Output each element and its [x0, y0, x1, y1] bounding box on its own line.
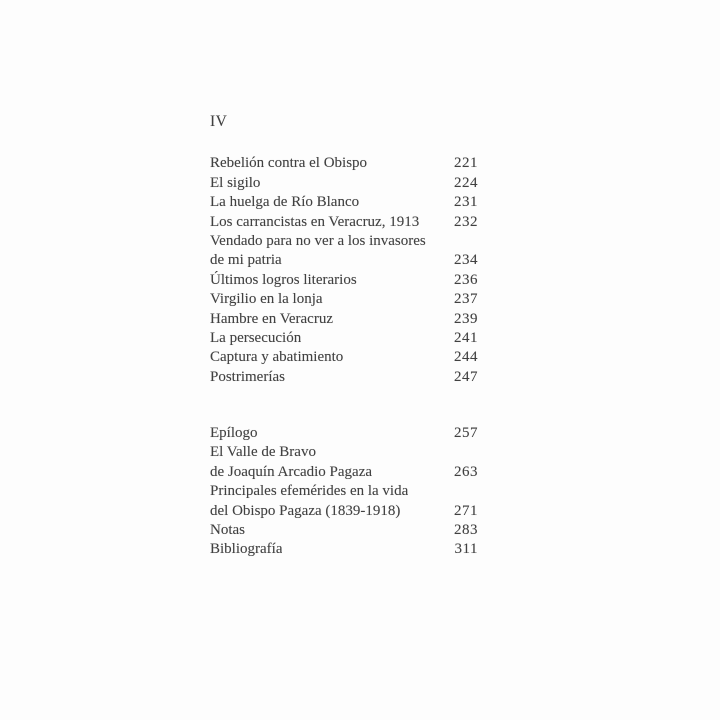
toc-entry-page: 244 — [454, 349, 478, 366]
toc-row — [210, 290, 478, 309]
toc-row — [210, 271, 478, 290]
toc-entry-title: Principales efemérides en la vida — [210, 483, 409, 500]
toc-row — [210, 540, 478, 559]
toc-entry-title: de mi patria — [210, 252, 282, 269]
toc-entry-page: 224 — [454, 174, 478, 191]
toc-entry-title: El Valle de Bravo — [210, 444, 316, 461]
toc-row — [210, 310, 478, 329]
toc-group-back-matter — [210, 424, 478, 560]
toc-entry-page: 241 — [454, 329, 478, 346]
toc-entry-page: 239 — [454, 310, 478, 327]
toc-entry-title: Captura y abatimiento — [210, 349, 344, 366]
toc-row — [210, 443, 478, 462]
toc-entry-title: de Joaquín Arcadio Pagaza — [210, 463, 373, 480]
toc-entry-page: 232 — [454, 213, 478, 230]
toc-entry-page: 263 — [454, 463, 478, 480]
toc-entry-title: La persecución — [210, 329, 302, 346]
table-of-contents — [210, 112, 478, 560]
toc-row — [210, 521, 478, 540]
toc-entry-title: Los carrancistas en Veracruz, 1913 — [210, 213, 420, 230]
section-heading: IV — [210, 113, 228, 130]
toc-row — [210, 502, 478, 521]
toc-entry-title: Últimos logros literarios — [210, 271, 357, 288]
toc-entry-title: Rebelión contra el Obispo — [210, 155, 368, 172]
toc-entry-title: Bibliografía — [210, 541, 283, 558]
toc-entry-title: La huelga de Río Blanco — [210, 194, 360, 211]
toc-row — [210, 482, 478, 501]
toc-entry-title: Virgilio en la lonja — [210, 291, 323, 308]
toc-entry-page: 271 — [454, 502, 478, 519]
toc-entry-page: 231 — [454, 194, 478, 211]
toc-group-chapter-iv — [210, 154, 478, 387]
toc-row — [210, 463, 478, 482]
toc-entry-page: 234 — [454, 252, 478, 269]
toc-row — [210, 329, 478, 348]
toc-entry-page: 283 — [454, 522, 478, 539]
toc-row — [210, 174, 478, 193]
toc-row — [210, 154, 478, 173]
toc-row — [210, 232, 478, 251]
toc-entry-page: 311 — [454, 541, 478, 558]
toc-row — [210, 424, 478, 443]
toc-entry-title: Vendado para no ver a los invasores — [210, 232, 426, 249]
toc-entry-page: 236 — [454, 271, 478, 288]
toc-entry-title: Epílogo — [210, 425, 258, 442]
toc-entry-title: El sigilo — [210, 174, 261, 191]
toc-row — [210, 213, 478, 232]
toc-row — [210, 251, 478, 270]
toc-entry-page: 247 — [454, 368, 478, 385]
toc-entry-page: 221 — [454, 155, 478, 172]
toc-entry-title: Hambre en Veracruz — [210, 310, 333, 327]
toc-entry-title: Notas — [210, 522, 245, 539]
toc-entry-page: 237 — [454, 291, 478, 308]
toc-row — [210, 368, 478, 387]
section-spacer — [210, 387, 478, 424]
toc-entry-page: 257 — [454, 425, 478, 442]
toc-entry-title: del Obispo Pagaza (1839-1918) — [210, 502, 401, 519]
toc-row — [210, 193, 478, 212]
toc-entry-title: Postrimerías — [210, 368, 285, 385]
toc-row — [210, 348, 478, 367]
